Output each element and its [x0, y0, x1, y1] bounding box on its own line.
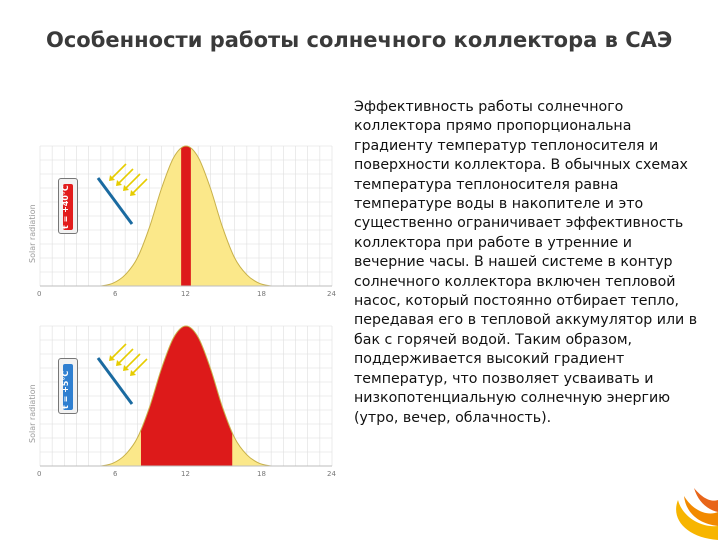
x-tick-label: 24 [327, 290, 336, 298]
brand-logo [648, 470, 720, 540]
solar-collector-panel [98, 358, 132, 404]
thermometer-icon [58, 178, 78, 234]
x-tick-label: 12 [181, 290, 190, 298]
solar-collector-panel [98, 178, 132, 224]
x-tick-label: 24 [327, 470, 336, 478]
y-axis-title: Solar radiation [28, 204, 37, 263]
slide-title: Особенности работы солнечного коллектора в САЭ [46, 28, 673, 52]
thermometer-icon [58, 358, 78, 414]
chart-solar-radiation-cool [18, 318, 344, 478]
x-tick-label: 18 [257, 290, 266, 298]
thermometer-label: t = +40°C [61, 185, 70, 229]
x-tick-label: 0 [37, 470, 42, 478]
thermometer-label: t = +5°C [61, 370, 70, 409]
x-tick-label: 6 [113, 290, 118, 298]
x-tick-label: 6 [113, 470, 118, 478]
y-axis-title: Solar radiation [28, 384, 37, 443]
x-tick-label: 18 [257, 470, 266, 478]
x-tick-label: 0 [37, 290, 42, 298]
chart-solar-radiation-hot [18, 138, 344, 298]
description-text: Эффективность работы солнечного коллектора прямо пропорциональна градиенту температур теплоносителя и поверхности коллектора. В обычных схемах температура теплоносителя равна температуре воды в накопителе и это существенно ограничивает эффективность коллектора при работе в утренние и вечерние часы. В нашей системе в контур солнечного коллектора включен тепловой насос, который постоянно отбирает тепло, передавая его в тепловой аккумулятор или в бак с горячей водой. Таким образом, поддерживается высокий градиент температур, что позволяет усваивать и низкопотенциальную солнечную энергию (утро, вечер, облачность). [354, 99, 698, 426]
absorbed-energy-band [181, 146, 191, 286]
x-tick-label: 12 [181, 470, 190, 478]
logo-flame-inner [694, 488, 718, 512]
